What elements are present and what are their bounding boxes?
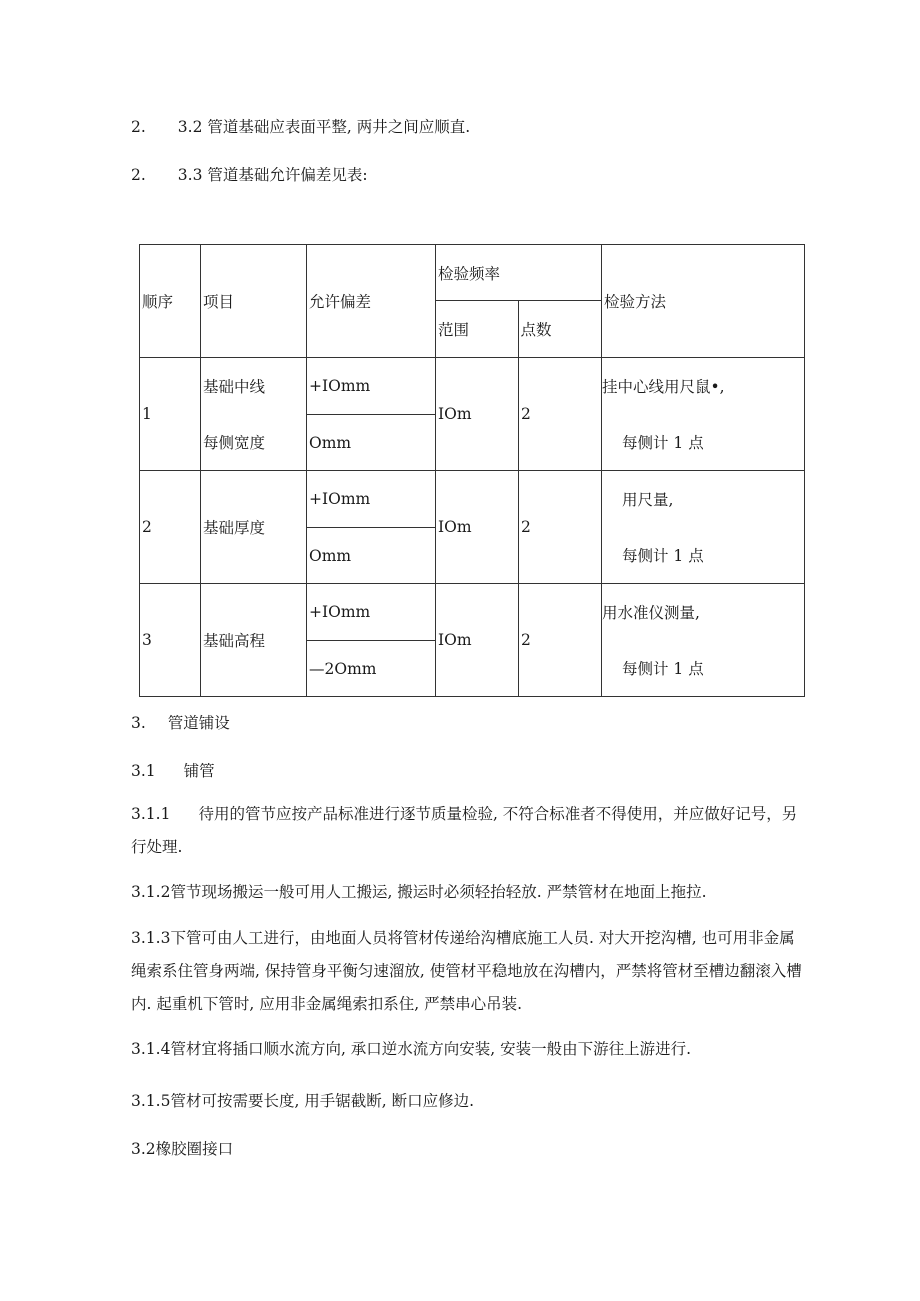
intro-line-3-2-text: 3.2 管道基础应表面平整, 两井之间应顺直. bbox=[177, 118, 471, 136]
row-tolerance bbox=[307, 471, 436, 584]
row-range: IOm bbox=[436, 358, 519, 471]
row-tolerance bbox=[307, 584, 436, 697]
row-points: 2 bbox=[519, 584, 602, 697]
method-line-1: 用尺量, bbox=[622, 491, 674, 509]
section-3-heading bbox=[131, 711, 230, 733]
row-method bbox=[602, 471, 805, 584]
row-seq: 3 bbox=[140, 584, 201, 697]
row-item bbox=[201, 358, 307, 471]
header-range: 范围 bbox=[436, 301, 519, 357]
intro-line-3-2 bbox=[131, 115, 470, 137]
paragraph-3-1-4-text: 管材宜将插口顺水流方向, 承口逆水流方向安装, 安装一般由下游往上游进行. bbox=[170, 1040, 692, 1058]
row-item: 基础高程 bbox=[201, 584, 307, 697]
row-seq: 2 bbox=[140, 471, 201, 584]
intro-line-3-3-prefix: 2. bbox=[131, 166, 146, 184]
paragraph-3-1-3-num: 3.1.3 bbox=[131, 929, 171, 947]
section-3-1-heading bbox=[131, 759, 215, 781]
tolerance-upper: +IOmm bbox=[309, 377, 371, 395]
section-3-title: 管道铺设 bbox=[167, 714, 230, 732]
header-frequency: 检验频率 bbox=[436, 245, 601, 301]
section-3-1-title: 铺管 bbox=[183, 762, 215, 780]
row-item-line: 每侧宽度 bbox=[203, 434, 266, 452]
tolerance-lower: —2Omm bbox=[307, 640, 435, 696]
paragraph-3-1-2 bbox=[131, 876, 803, 909]
tolerance-upper: +IOmm bbox=[309, 490, 371, 508]
row-range: IOm bbox=[436, 584, 519, 697]
tolerance-upper: +IOmm bbox=[309, 603, 371, 621]
paragraph-3-1-1-text: 待用的管节应按产品标准进行逐节质量检验, 不符合标准者不得使用，并应做好记号，另行处理. bbox=[131, 805, 798, 856]
method-line-1: 用水准仪测量, bbox=[602, 604, 700, 622]
method-line-2: 每侧计 1 点 bbox=[622, 660, 704, 678]
header-seq: 顺序 bbox=[140, 245, 201, 358]
header-item: 项目 bbox=[201, 245, 307, 358]
method-line-1: 挂中心线用尺鼠•, bbox=[602, 378, 725, 396]
table-row bbox=[140, 584, 805, 697]
tolerance-table bbox=[139, 244, 805, 697]
section-3-1-num: 3.1 bbox=[131, 762, 156, 780]
row-method bbox=[602, 584, 805, 697]
paragraph-3-1-4-num: 3.1.4 bbox=[131, 1040, 171, 1058]
section-3-num: 3. bbox=[131, 714, 146, 732]
table-row bbox=[140, 471, 805, 584]
method-line-2: 每侧计 1 点 bbox=[622, 547, 704, 565]
paragraph-3-1-3-text: 下管可由人工进行，由地面人员将管材传递给沟槽底施工人员. 对大开挖沟槽, 也可用非金属绳索系住管身两端, 保持管身平衡匀速溜放, 使管材平稳地放在沟槽内，严禁将管材至槽边翻滚入槽内. 起重机下管时, 应用非金属绳索扣系住, 严禁串心吊装. bbox=[131, 929, 802, 1013]
tolerance-lower: Omm bbox=[307, 527, 435, 583]
intro-line-3-3-text: 3.3 管道基础允许偏差见表: bbox=[177, 166, 368, 184]
paragraph-3-1-5-num: 3.1.5 bbox=[131, 1092, 171, 1110]
header-method: 检验方法 bbox=[602, 245, 805, 358]
row-points: 2 bbox=[519, 358, 602, 471]
paragraph-3-1-4 bbox=[131, 1033, 803, 1066]
intro-line-3-3 bbox=[131, 163, 368, 185]
row-seq: 1 bbox=[140, 358, 201, 471]
row-item-line: 基础中线 bbox=[203, 378, 266, 396]
section-3-2-title: 橡胶圈接口 bbox=[155, 1140, 234, 1158]
paragraph-3-1-5-text: 管材可按需要长度, 用手锯截断, 断口应修边. bbox=[170, 1092, 475, 1110]
row-item: 基础厚度 bbox=[201, 471, 307, 584]
row-points: 2 bbox=[519, 471, 602, 584]
paragraph-3-1-3 bbox=[131, 922, 803, 1021]
paragraph-3-1-1 bbox=[131, 798, 803, 864]
paragraph-3-1-1-num: 3.1.1 bbox=[131, 805, 171, 823]
header-frequency-group bbox=[436, 245, 602, 358]
tolerance-lower: Omm bbox=[307, 414, 435, 470]
section-3-2-heading bbox=[131, 1137, 233, 1159]
table-header-row bbox=[140, 245, 805, 358]
paragraph-3-1-5 bbox=[131, 1085, 803, 1118]
table-row bbox=[140, 358, 805, 471]
row-range: IOm bbox=[436, 471, 519, 584]
intro-line-3-2-prefix: 2. bbox=[131, 118, 146, 136]
row-method bbox=[602, 358, 805, 471]
header-points: 点数 bbox=[520, 321, 552, 339]
paragraph-3-1-2-text: 管节现场搬运一般可用人工搬运, 搬运时必须轻抬轻放. 严禁管材在地面上拖拉. bbox=[170, 883, 707, 901]
section-3-2-num: 3.2 bbox=[131, 1140, 156, 1158]
paragraph-3-1-2-num: 3.1.2 bbox=[131, 883, 171, 901]
row-tolerance bbox=[307, 358, 436, 471]
header-tolerance: 允许偏差 bbox=[307, 245, 436, 358]
method-line-2: 每侧计 1 点 bbox=[622, 434, 704, 452]
